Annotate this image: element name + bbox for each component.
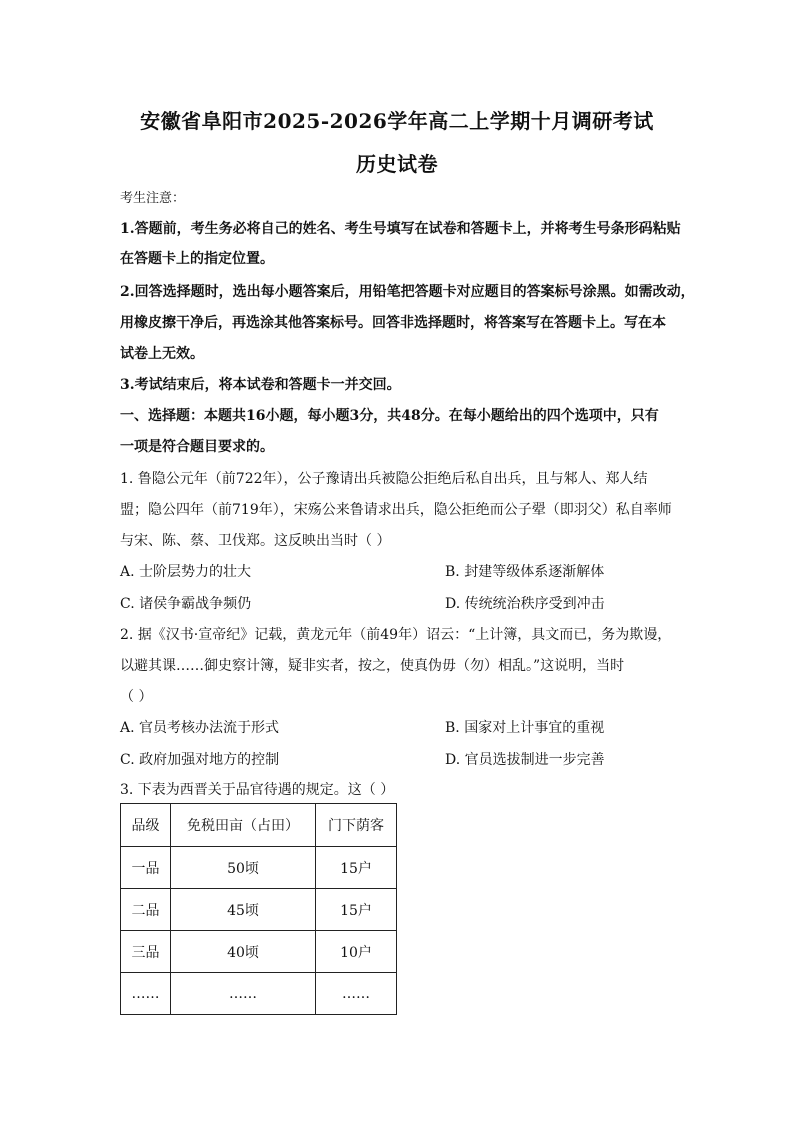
option-c: C. 政府加强对地方的控制 bbox=[120, 752, 280, 768]
table-cell: 45顷 bbox=[171, 889, 316, 931]
notice-line: 试卷上无效。 bbox=[120, 346, 204, 362]
question-stem-line: 与宋、陈、蔡、卫伐郑。这反映出当时（ ） bbox=[120, 533, 391, 549]
exam-title: 安徽省阜阳市2025-2026学年高二上学期十月调研考试 bbox=[140, 109, 654, 133]
question-stem-line: （ ） bbox=[120, 689, 153, 705]
option-b: B. 封建等级体系逐渐解体 bbox=[445, 564, 605, 580]
table-cell: 一品 bbox=[121, 847, 171, 889]
option-d: D. 官员选拔制进一步完善 bbox=[445, 752, 605, 768]
notice-heading: 考生注意： bbox=[120, 191, 186, 206]
table-cell: 10户 bbox=[316, 931, 397, 973]
question-stem-line: 以避其课……御史察计簿，疑非实者，按之，使真伪毋（勿）相乱。”这说明，当时 bbox=[120, 658, 625, 674]
table-cell: …… bbox=[121, 973, 171, 1015]
option-b: B. 国家对上计事宜的重视 bbox=[445, 720, 605, 736]
notice-line: 1.答题前，考生务必将自己的姓名、考生号填写在试卷和答题卡上，并将考生号条形码粘贴 bbox=[120, 221, 681, 237]
table-header-cell: 免税田亩（占田） bbox=[171, 804, 316, 847]
section-heading: 一、选择题：本题共16小题，每小题3分，共48分。在每小题给出的四个选项中，只有 bbox=[120, 408, 659, 424]
table-cell: 50顷 bbox=[171, 847, 316, 889]
option-a: A. 官员考核办法流于形式 bbox=[120, 720, 280, 736]
table-cell: …… bbox=[316, 973, 397, 1015]
table-header-cell: 品级 bbox=[121, 804, 171, 847]
question-stem-line: 2. 据《汉书·宣帝纪》记载，黄龙元年（前49年）诏云：“上计簿，具文而已，务为欺谩， bbox=[120, 627, 672, 643]
section-heading: 一项是符合题目要求的。 bbox=[120, 439, 274, 455]
notice-line: 在答题卡上的指定位置。 bbox=[120, 251, 274, 267]
question-stem-line: 盟；隐公四年（前719年），宋殇公来鲁请求出兵，隐公拒绝而公子翚（即羽父）私自率师 bbox=[120, 502, 672, 518]
table-cell: 15户 bbox=[316, 889, 397, 931]
exam-subtitle: 历史试卷 bbox=[356, 152, 438, 176]
question-stem-line: 3. 下表为西晋关于品官待遇的规定。这（ ） bbox=[120, 782, 395, 798]
table-row bbox=[121, 973, 397, 1015]
notice-line: 3.考试结束后，将本试卷和答题卡一并交回。 bbox=[120, 377, 401, 393]
table-cell: …… bbox=[171, 973, 316, 1015]
table-header-cell: 门下荫客 bbox=[316, 804, 397, 847]
official-treatment-table bbox=[120, 803, 397, 1015]
notice-line: 2.回答选择题时，选出每小题答案后，用铅笔把答题卡对应题目的答案标号涂黑。如需改动， bbox=[120, 284, 695, 300]
table-cell: 二品 bbox=[121, 889, 171, 931]
table-header-row bbox=[121, 804, 397, 847]
table-row bbox=[121, 931, 397, 973]
option-c: C. 诸侯争霸战争频仍 bbox=[120, 596, 252, 612]
table-row bbox=[121, 847, 397, 889]
table-cell: 40顷 bbox=[171, 931, 316, 973]
option-d: D. 传统统治秩序受到冲击 bbox=[445, 596, 605, 612]
table-row bbox=[121, 889, 397, 931]
option-a: A. 士阶层势力的壮大 bbox=[120, 564, 252, 580]
table-cell: 15户 bbox=[316, 847, 397, 889]
notice-line: 用橡皮擦干净后，再选涂其他答案标号。回答非选择题时，将答案写在答题卡上。写在本 bbox=[120, 315, 666, 331]
question-stem-line: 1. 鲁隐公元年（前722年），公子豫请出兵被隐公拒绝后私自出兵，且与邾人、郑人结 bbox=[120, 471, 648, 487]
table-cell: 三品 bbox=[121, 931, 171, 973]
